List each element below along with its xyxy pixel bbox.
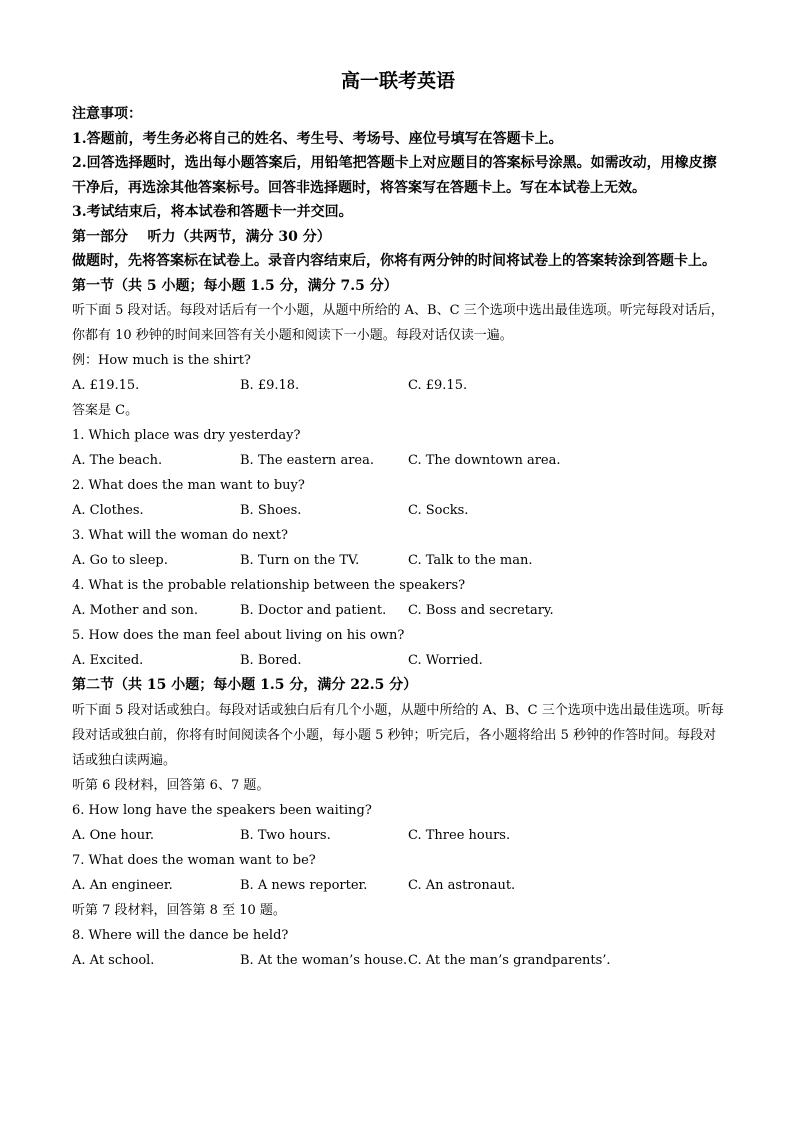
option-a: A. Mother and son. bbox=[72, 603, 199, 618]
page-title: 高一联考英语 bbox=[340, 70, 455, 92]
option-c: C. Socks. bbox=[408, 503, 469, 518]
notice-item: 1.答题前，考生务必将自己的姓名、考生号、考场号、座位号填写在答题卡上。 bbox=[72, 130, 563, 147]
option-a: A. An engineer. bbox=[72, 877, 173, 893]
option-c: C. £9.15. bbox=[408, 378, 468, 393]
option-b: B. At the woman’s house. bbox=[240, 952, 408, 968]
question-4: 4. What is the probable relationship between the speakers? bbox=[72, 578, 466, 593]
section2-instruction: 听下面 5 段对话或独白。每段对话或独白后有几个小题，从题中所给的 A、B、C 三个选项中选出最佳选项。听每段对话或独白前，你将有时间阅读各个小题，每小题 5 秒钟；听完后，各小题将给出 5 秒钟的作答时间。每段对话或独白读两遍。 bbox=[72, 702, 724, 768]
option-c: C. Talk to the man. bbox=[408, 553, 533, 568]
example-question: 例：How much is the shirt? bbox=[72, 353, 251, 368]
material-7-label: 听第 7 段材料，回答第 8 至 10 题。 bbox=[72, 902, 286, 918]
question-2: 2. What does the man want to buy? bbox=[72, 478, 305, 493]
option-b: B. Doctor and patient. bbox=[240, 603, 387, 618]
section1-instruction: 听下面 5 段对话。每段对话后有一个小题，从题中所给的 A、B、C 三个选项中选出最佳选项。听完每段对话后，你都有 10 秒钟的时间来回答有关小题和阅读下一小题。每段对话仅读一遍。 bbox=[72, 303, 724, 343]
section1-heading: 第一节（共 5 小题；每小题 1.5 分，满分 7.5 分） bbox=[72, 277, 398, 294]
option-b: B. £9.18. bbox=[240, 378, 300, 393]
part1-instruction: 做题时，先将答案标在试卷上。录音内容结束后，你将有两分钟的时间将试卷上的答案转涂到答题卡上。 bbox=[72, 253, 716, 269]
exam-page bbox=[72, 68, 724, 973]
options-8 bbox=[72, 948, 724, 973]
question-6: 6. How long have the speakers been waiting? bbox=[72, 802, 372, 818]
notice-item: 3.考试结束后，将本试卷和答题卡一并交回。 bbox=[72, 204, 353, 220]
option-c: C. At the man’s grandparents’. bbox=[408, 952, 611, 968]
option-a: A. At school. bbox=[72, 952, 155, 968]
question-5: 5. How does the man feel about living on his own? bbox=[72, 628, 405, 643]
options-2 bbox=[72, 498, 724, 523]
option-b: B. A news reporter. bbox=[240, 877, 368, 893]
notice-item: 2.回答选择题时，选出每小题答案后，用铅笔把答题卡上对应题目的答案标号涂黑。如需改动，用橡皮擦干净后，再选涂其他答案标号。回答非选择题时，将答案写在答题卡上。写在本试卷上无效。 bbox=[72, 155, 717, 196]
options-4 bbox=[72, 598, 724, 623]
part1-heading: 第一部分 听力（共两节，满分 30 分） bbox=[72, 228, 331, 245]
material-6-label: 听第 6 段材料，回答第 6、7 题。 bbox=[72, 777, 270, 793]
option-c: C. Worried. bbox=[408, 653, 483, 668]
notice-heading: 注意事项： bbox=[72, 106, 142, 122]
options-6 bbox=[72, 823, 724, 848]
option-b: B. Two hours. bbox=[240, 827, 331, 843]
option-a: A. One hour. bbox=[72, 827, 154, 843]
option-a: A. £19.15. bbox=[72, 378, 140, 393]
options-5 bbox=[72, 648, 724, 673]
section2-heading: 第二节（共 15 小题；每小题 1.5 分，满分 22.5 分） bbox=[72, 677, 418, 693]
question-3: 3. What will the woman do next? bbox=[72, 528, 288, 543]
option-c: C. An astronaut. bbox=[408, 877, 516, 893]
option-b: B. Turn on the TV. bbox=[240, 553, 360, 568]
option-a: A. Excited. bbox=[72, 653, 144, 668]
option-c: C. The downtown area. bbox=[408, 453, 561, 468]
options-3 bbox=[72, 548, 724, 573]
example-options bbox=[72, 373, 724, 398]
option-c: C. Boss and secretary. bbox=[408, 603, 554, 618]
option-c: C. Three hours. bbox=[408, 827, 511, 843]
question-7: 7. What does the woman want to be? bbox=[72, 852, 316, 868]
option-a: A. The beach. bbox=[72, 453, 163, 468]
question-1: 1. Which place was dry yesterday? bbox=[72, 428, 301, 443]
options-1 bbox=[72, 448, 724, 473]
option-a: A. Go to sleep. bbox=[72, 553, 168, 568]
option-b: B. The eastern area. bbox=[240, 453, 374, 468]
option-b: B. Bored. bbox=[240, 653, 302, 668]
question-8: 8. Where will the dance be held? bbox=[72, 927, 289, 943]
options-7 bbox=[72, 873, 724, 898]
example-answer: 答案是 C。 bbox=[72, 403, 139, 418]
option-a: A. Clothes. bbox=[72, 503, 144, 518]
option-b: B. Shoes. bbox=[240, 503, 302, 518]
